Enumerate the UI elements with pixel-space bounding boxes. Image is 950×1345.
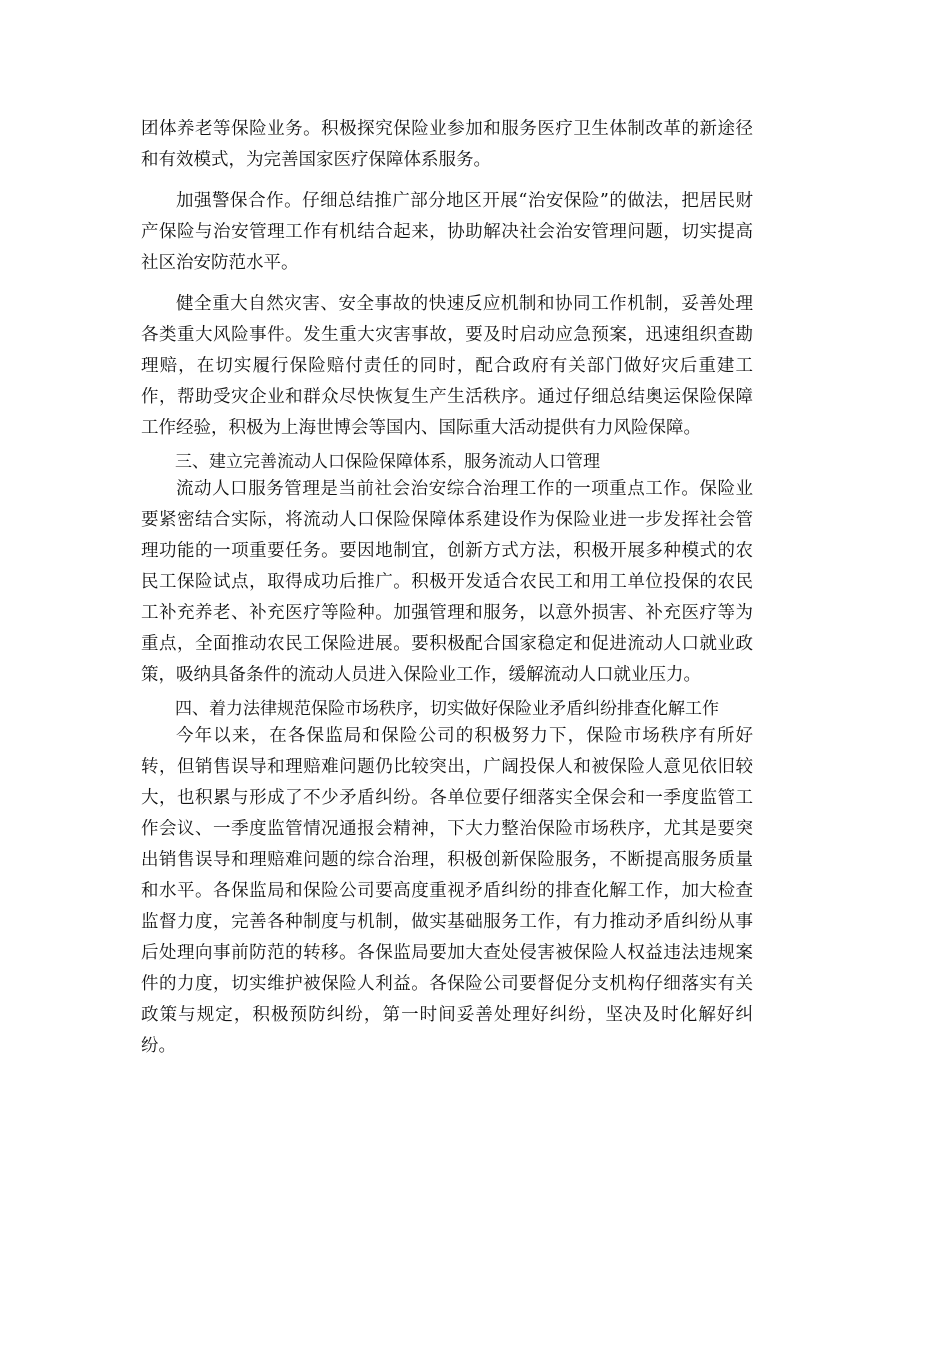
paragraph-police-insurance-cooperation: 加强警保合作。仔细总结推广部分地区开展“治安保险”的做法，把居民财产保险与治安管理工作有机结合起来，协助解决社会治安管理问题，切实提高社区治安防范水平。 — [141, 191, 753, 273]
paragraph-disaster-response: 健全重大自然灾害、安全事故的快速反应机制和协同工作机制，妥善处理各类重大风险事件。发生重大灾害事故，要及时启动应急预案，迅速组织查勘理赔，在切实履行保险赔付责任的同时，配合政府有关部门做好灾后重建工作，帮助受灾企业和群众尽快恢复生产生活秩序。通过仔细总结奥运保险保障工作经验，积极为上海世博会等国内、国际重大活动提供有力风险保障。 — [141, 294, 753, 438]
paragraph-medical-insurance-continued: 团体养老等保险业务。积极探究保险业参加和服务医疗卫生体制改革的新途径和有效模式，为完善国家医疗保障体系服务。 — [141, 119, 753, 170]
section-heading-4: 四、着力法律规范保险市场秩序，切实做好保险业矛盾纠纷排查化解工作 — [175, 699, 719, 719]
document-body — [141, 114, 753, 1062]
paragraph-floating-population: 流动人口服务管理是当前社会治安综合治理工作的一项重点工作。保险业要紧密结合实际，将流动人口保险保障体系建设作为保险业进一步发挥社会管理功能的一项重要任务。要因地制宜，创新方式方法，积极开展多种模式的农民工保险试点，取得成功后推广。积极开发适合农民工和用工单位投保的农民工补充养老、补充医疗等险种。加强管理和服务，以意外损害、补充医疗等为重点，全面推动农民工保险进展。要积极配合国家稳定和促进流动人口就业政策，吸纳具备条件的流动人员进入保险业工作，缓解流动人口就业压力。 — [141, 479, 753, 685]
paragraph-market-order: 今年以来，在各保监局和保险公司的积极努力下，保险市场秩序有所好转，但销售误导和理赔难问题仍比较突出，广阔投保人和被保险人意见依旧较大，也积累与形成了不少矛盾纠纷。各单位要仔细落实全保会和一季度监管工作会议、一季度监管情况通报会精神，下大力整治保险市场秩序，尤其是要突出销售误导和理赔难问题的综合治理，积极创新保险服务，不断提高服务质量和水平。各保监局和保险公司要高度重视矛盾纠纷的排查化解工作，加大检查监督力度，完善各种制度与机制，做实基础服务工作，有力推动矛盾纠纷从事后处理向事前防范的转移。各保监局要加大查处侵害被保险人权益违法违规案件的力度，切实维护被保险人利益。各保险公司要督促分支机构仔细落实有关政策与规定，积极预防纠纷，第一时间妥善处理好纠纷，坚决及时化解好纠纷。 — [141, 726, 753, 1056]
section-heading-3: 三、建立完善流动人口保险保障体系，服务流动人口管理 — [175, 452, 600, 472]
